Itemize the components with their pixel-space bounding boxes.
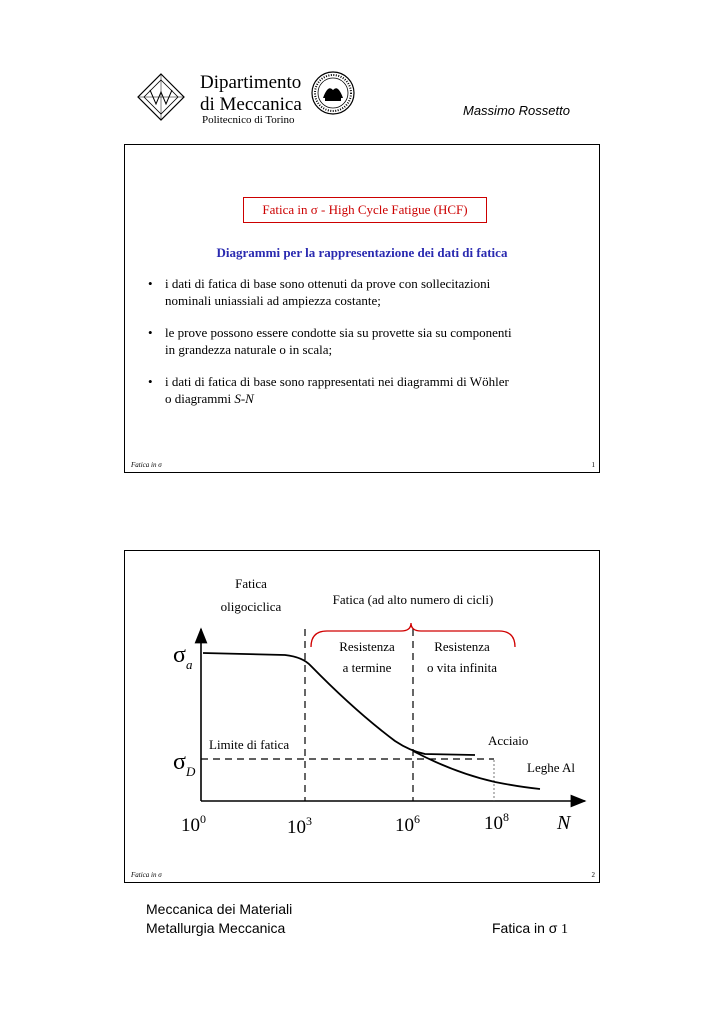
label-high-cycle: Fatica (ad alto numero di cicli)	[332, 592, 494, 607]
bullet-dot-icon: •	[148, 325, 153, 340]
label-finite-2: a termine	[342, 660, 392, 675]
university-seal	[310, 70, 356, 116]
series-leghe-al	[413, 751, 540, 789]
x-tick-label: $10^0$	[181, 812, 206, 836]
bullet-item-2	[145, 324, 585, 358]
bullet-3-line2-italic: S-N	[234, 391, 254, 406]
x-tick-label: $10^6$	[395, 812, 420, 836]
label-steel: Acciaio	[488, 733, 529, 748]
bullet-3-line2-prefix: o diagrammi	[165, 391, 235, 406]
x-tick-label: $10^8$	[484, 810, 509, 834]
y-label-sigma-d: $\sigma_D$	[173, 749, 196, 779]
sn-diagram	[125, 551, 599, 882]
label-low-cycle-1: Fatica	[235, 576, 267, 591]
x-tick-label: $10^3$	[287, 814, 312, 838]
slide-2	[124, 550, 600, 883]
bullet-1-line1: i dati di fatica di base sono ottenuti da prove con sollecitazioni	[165, 276, 491, 291]
bullet-list	[145, 275, 585, 422]
x-axis-label: N	[557, 812, 571, 834]
label-low-cycle-2: oligociclica	[220, 599, 282, 614]
author-name: Massimo Rossetto	[463, 103, 570, 118]
department-name-line2: di Meccanica	[200, 94, 302, 115]
slide-1-title: Fatica in σ - High Cycle Fatigue (HCF)	[243, 197, 487, 223]
department-name-line1: Dipartimento	[200, 72, 302, 93]
bullet-1-line2: nominali uniassiali ad ampiezza costante;	[165, 293, 381, 308]
slide-2-page-number: 2	[591, 871, 595, 879]
label-finite-1: Resistenza	[339, 639, 395, 654]
page-label	[492, 920, 568, 938]
label-aluminium: Leghe Al	[527, 760, 576, 775]
course-name-line2: Metallurgia Meccanica	[146, 920, 286, 936]
institution-name: Politecnico di Torino	[202, 114, 295, 126]
bullet-2-line1: le prove possono essere condotte sia su provette sia su componenti	[165, 325, 512, 340]
label-fatigue-limit: Limite di fatica	[209, 737, 290, 752]
slide-2-footer-label: Fatica in σ	[131, 871, 162, 879]
y-label-sigma-a: $\sigma_a$	[173, 642, 193, 672]
label-infinite-2: o vita infinita	[426, 660, 498, 675]
page-number: 1	[560, 922, 568, 937]
bullet-dot-icon: •	[148, 374, 153, 389]
slide-1-subtitle: Diagrammi per la rappresentazione dei dati di fatica	[216, 245, 508, 260]
bullet-item-1	[145, 275, 585, 309]
slide-1-page-number: 1	[591, 461, 595, 469]
course-name-line1: Meccanica dei Materiali	[146, 901, 293, 917]
bullet-3-line1: i dati di fatica di base sono rappresentati nei diagrammi di Wöhler	[165, 374, 509, 389]
bullet-2-line2: in grandezza naturale o in scala;	[165, 342, 333, 357]
bullet-item-3	[145, 373, 585, 407]
bullet-dot-icon: •	[148, 276, 153, 291]
slide-1-footer-label: Fatica in σ	[131, 461, 162, 469]
slide-1	[124, 144, 600, 473]
department-logo	[136, 72, 186, 122]
page-label-text: Fatica in σ	[492, 920, 558, 936]
label-infinite-1: Resistenza	[434, 639, 490, 654]
